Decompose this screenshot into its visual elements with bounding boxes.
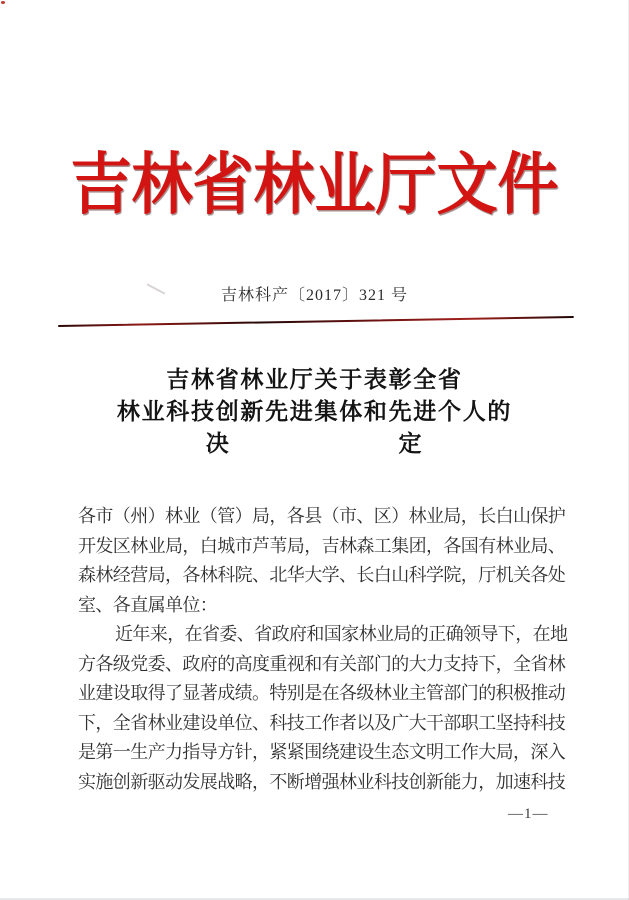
recipient-line: 森林经营局，各林科院、北华大学、长白山科学院，厅机关各处 xyxy=(78,565,566,585)
title-line-3-left: 决 xyxy=(205,431,231,456)
title-line-1: 吉林省林业厅关于表彰全省 xyxy=(166,367,463,392)
recipient-line: 室、各直属单位： xyxy=(78,594,218,615)
paragraph-line: 方各级党委、政府的高度重视和有关部门的大力支持下，全省林 xyxy=(78,653,566,674)
paragraph-line: 业建设取得了显著成绩。特别是在各级林业主管部门的积极推动 xyxy=(78,683,566,703)
document-number: 吉林科产〔2017〕321 号 xyxy=(220,287,408,304)
letterhead-title: 吉林省林业厅文件 xyxy=(70,149,559,223)
recipient-line: 开发区林业局，白城市芦苇局，吉林森工集团，各国有林业局、 xyxy=(78,535,566,556)
paragraph-line: 下，全省林业建设单位、科技工作者以及广大干部职工坚持科技 xyxy=(78,712,566,733)
page-number: —1— xyxy=(508,806,549,822)
title-line-3-right: 定 xyxy=(398,431,424,456)
scan-speck-artifact xyxy=(1,1,5,4)
title-line-3 xyxy=(0,428,629,460)
title-line-2: 林业科技创新先进集体和先进个人的 xyxy=(116,399,513,424)
document-body xyxy=(78,502,578,797)
paragraph-line: 近年来，在省委、省政府和国家林业局的正确领导下，在地 xyxy=(115,624,568,644)
letterhead-rule xyxy=(58,316,574,327)
paragraph-line: 实施创新驱动发展战略，不断增强林业科技创新能力，加速科技 xyxy=(78,771,566,792)
paragraph-line: 是第一生产力指导方针，紧紧围绕建设生态文明工作大局，深入 xyxy=(78,742,566,762)
document-title xyxy=(0,364,629,460)
recipient-line: 各市（州）林业（管）局，各县（市、区）林业局，长白山保护 xyxy=(78,506,566,526)
